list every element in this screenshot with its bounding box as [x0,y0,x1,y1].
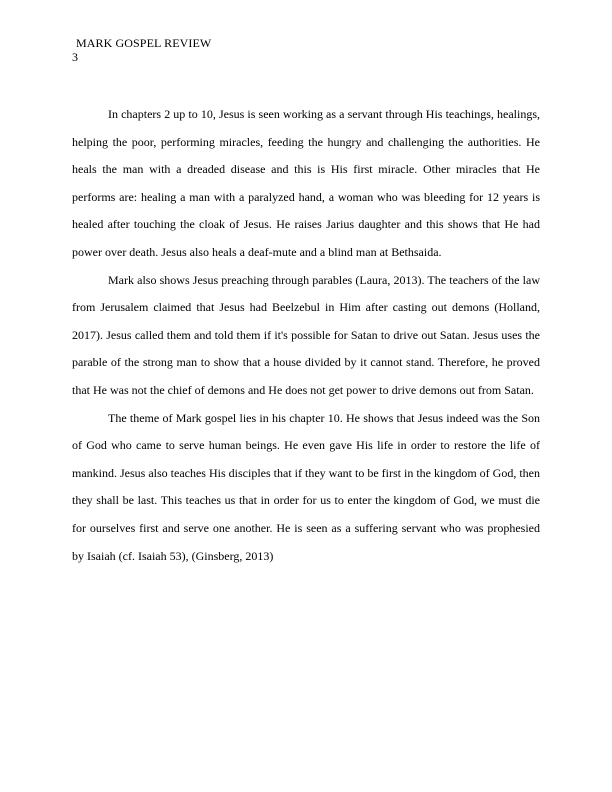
body-text [72,101,540,570]
paragraph-1: In chapters 2 up to 10, Jesus is seen working as a servant through His teachings, healings, helping the poor, performing miracles, feeding the hungry and challenging the authorities. He heals the man with a dreaded disease and this is His first miracle. Other miracles that He performs are: healing a man with a paralyzed hand, a woman who was bleeding for 12 years is healed after touching the cloak of Jesus. He raises Jarius daughter and this shows that He had power over death. Jesus also heals a deaf-mute and a blind man at Bethsaida. [72,107,540,259]
paragraph-2: Mark also shows Jesus preaching through parables (Laura, 2013). The teachers of the law from Jerusalem claimed that Jesus had Beelzebul in Him after casting out demons (Holland, 2017). Jesus called them and told them if it's possible for Satan to drive out Satan. Jesus uses the parable of the strong man to show that a house divided by it cannot stand. Therefore, he proved that He was not the chief of demons and He does not get power to drive demons out from Satan. [72,272,540,397]
running-head [72,36,211,64]
paragraph-3: The theme of Mark gospel lies in his chapter 10. He shows that Jesus indeed was the Son of God who came to serve human beings. He even gave His life in order to restore the life of mankind. Jesus also teaches His disciples that if they want to be first in the kingdom of God, then they shall be last. This teaches us that in order for us to enter the kingdom of God, we must die for ourselves first and serve one another. He is seen as a suffering servant who was prophesied by Isaiah (cf. Isaiah 53), (Ginsberg, 2013) [72,410,540,563]
page-number: 3 [72,50,78,64]
running-head-title: MARK GOSPEL REVIEW [76,36,212,50]
